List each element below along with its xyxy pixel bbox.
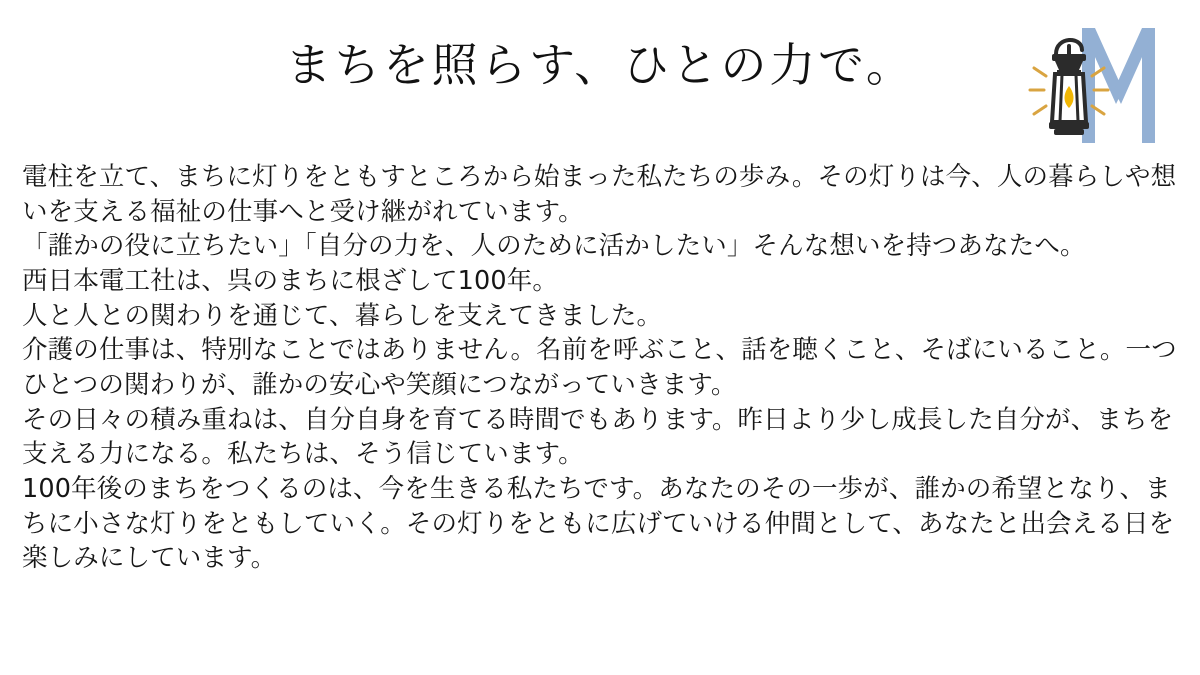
paragraph: 人と人との関わりを通じて、暮らしを支えてきました。 bbox=[22, 300, 663, 331]
paragraph: 電柱を立て、まちに灯りをともすところから始まった私たちの歩み。その灯りは今、人の暮らしや想いを支える福祉の仕事へと受け継がれています。 bbox=[22, 162, 1177, 227]
paragraph: その日々の積み重ねは、自分自身を育てる時間でもあります。昨日より少し成長した自分が、まちを支える力になる。私たちは、そう信じています。 bbox=[22, 404, 1174, 470]
paragraph: 「誰かの役に立ちたい」「自分の力を、人のために活かしたい」そんな想いを持つあなたへ。 bbox=[22, 231, 1086, 262]
lantern-m-logo-icon bbox=[1022, 18, 1172, 158]
document-header bbox=[0, 0, 1200, 150]
body-text bbox=[22, 160, 1180, 576]
paragraph: 介護の仕事は、特別なことではありません。名前を呼ぶこと、話を聴くこと、そばにいること。一つひとつの関わりが、誰かの安心や笑顔につながっていきます。 bbox=[22, 335, 1177, 401]
paragraph: 西日本電工社は、呉のまちに根ざして100年。 bbox=[22, 266, 558, 297]
paragraph: 100年後のまちをつくるのは、今を生きる私たちです。あなたのその一歩が、誰かの希望となり、まちに小さな灯りをともしていく。その灯りをともに広げていける仲間として、あなたと出会える日を楽しみにしています。 bbox=[22, 474, 1175, 574]
page-title: まちを照らす、ひとの力で。 bbox=[285, 38, 915, 92]
